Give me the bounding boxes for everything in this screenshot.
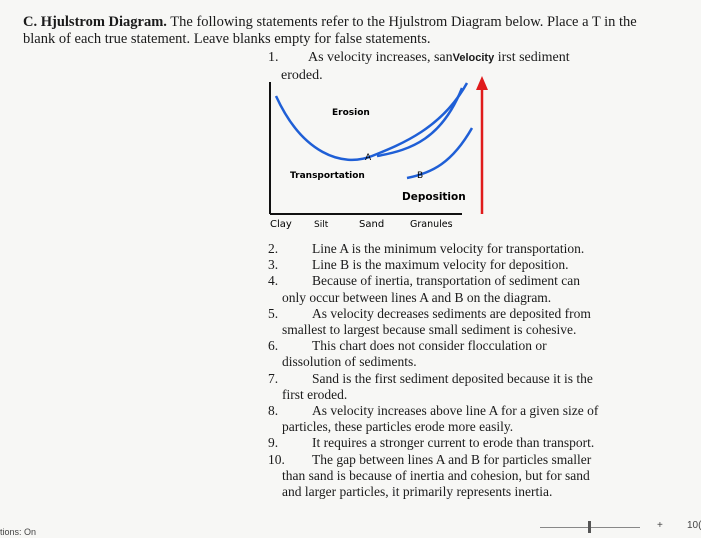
statement-number: 4.	[268, 273, 279, 289]
line-a-label: A	[365, 153, 372, 163]
statement-text: Because of inertia, transportation of sediment can	[312, 273, 581, 289]
statement-text: Sand is the first sediment deposited because it is the	[312, 370, 593, 386]
x-label-sand: Sand	[359, 219, 385, 230]
statement-10	[268, 452, 608, 501]
statement-5	[268, 306, 608, 338]
statement-number: 2.	[268, 241, 279, 256]
statement-number: 3.	[268, 257, 279, 273]
transportation-label: Transportation	[290, 171, 365, 181]
velocity-overlay-text: Velocity	[452, 52, 495, 64]
statement-number: 9.	[268, 435, 279, 451]
instructions-text: The following statements refer to the Hjulstrom Diagram below. Place a T in the blank of each true statement. Leave blanks empty for false statements.	[23, 14, 637, 47]
statement-text-cont: particles, these particles erode more easily.	[282, 419, 514, 435]
line-b-label: B	[417, 171, 424, 181]
statement-1-continued: eroded.	[281, 68, 323, 83]
statement-text-cont: only occur between lines A and B on the diagram.	[282, 289, 552, 305]
statement-list	[268, 241, 608, 500]
x-label-silt: Silt	[314, 220, 329, 230]
erosion-curve	[276, 83, 467, 160]
statement-number: 10.	[268, 451, 285, 467]
statement-text: As velocity decreases sediments are deposited from	[312, 305, 591, 321]
statement-text: As velocity increases, san	[308, 50, 453, 65]
statement-text-cont: smallest to largest because small sediment is cohesive.	[282, 322, 577, 338]
statement-text: The gap between lines A and B for particles smaller	[312, 451, 592, 467]
statement-4	[268, 273, 608, 305]
statement-text: As velocity increases above line A for a given size of	[312, 403, 599, 419]
statement-2	[268, 241, 608, 257]
statement-number: 8.	[268, 403, 279, 419]
statement-text-cont: irst sediment	[494, 50, 570, 65]
deposition-label: Deposition	[402, 191, 466, 203]
zoom-level: 10(	[687, 520, 701, 531]
statement-9	[268, 435, 608, 451]
statement-7	[268, 371, 608, 403]
zoom-in-icon[interactable]: +	[657, 520, 663, 531]
statement-text-cont: first eroded.	[282, 386, 348, 402]
erosion-label: Erosion	[332, 108, 370, 118]
statement-text: Line B is the maximum velocity for deposition.	[312, 257, 569, 273]
x-label-granules: Granules	[410, 219, 453, 230]
statement-number: 6.	[268, 338, 279, 354]
section-heading: C. Hjulstrom Diagram.	[23, 14, 167, 30]
section-intro	[23, 14, 663, 48]
x-label-clay: Clay	[270, 219, 292, 230]
statement-3	[268, 257, 608, 273]
statement-number: 1.	[268, 50, 279, 65]
status-bar-text: tions: On	[0, 527, 37, 537]
zoom-thumb[interactable]	[588, 521, 591, 533]
transport-curve	[377, 88, 462, 156]
velocity-arrowhead	[476, 76, 488, 90]
statement-text: Line A is the minimum velocity for transportation.	[312, 241, 585, 256]
statement-text: It requires a stronger current to erode than transport.	[312, 435, 595, 451]
statement-text-cont: than sand is because of inertia and cohesion, but for sand and larger particles, it primarily represents inertia.	[282, 467, 590, 500]
statement-8	[268, 403, 608, 435]
statement-1	[268, 50, 570, 66]
statement-6	[268, 338, 608, 370]
statement-text-cont: dissolution of sediments.	[282, 354, 417, 370]
statement-number: 7.	[268, 370, 279, 386]
hjulstrom-diagram	[262, 68, 502, 236]
statement-text: This chart does not consider flocculation or	[312, 338, 547, 354]
statement-number: 5.	[268, 305, 279, 321]
